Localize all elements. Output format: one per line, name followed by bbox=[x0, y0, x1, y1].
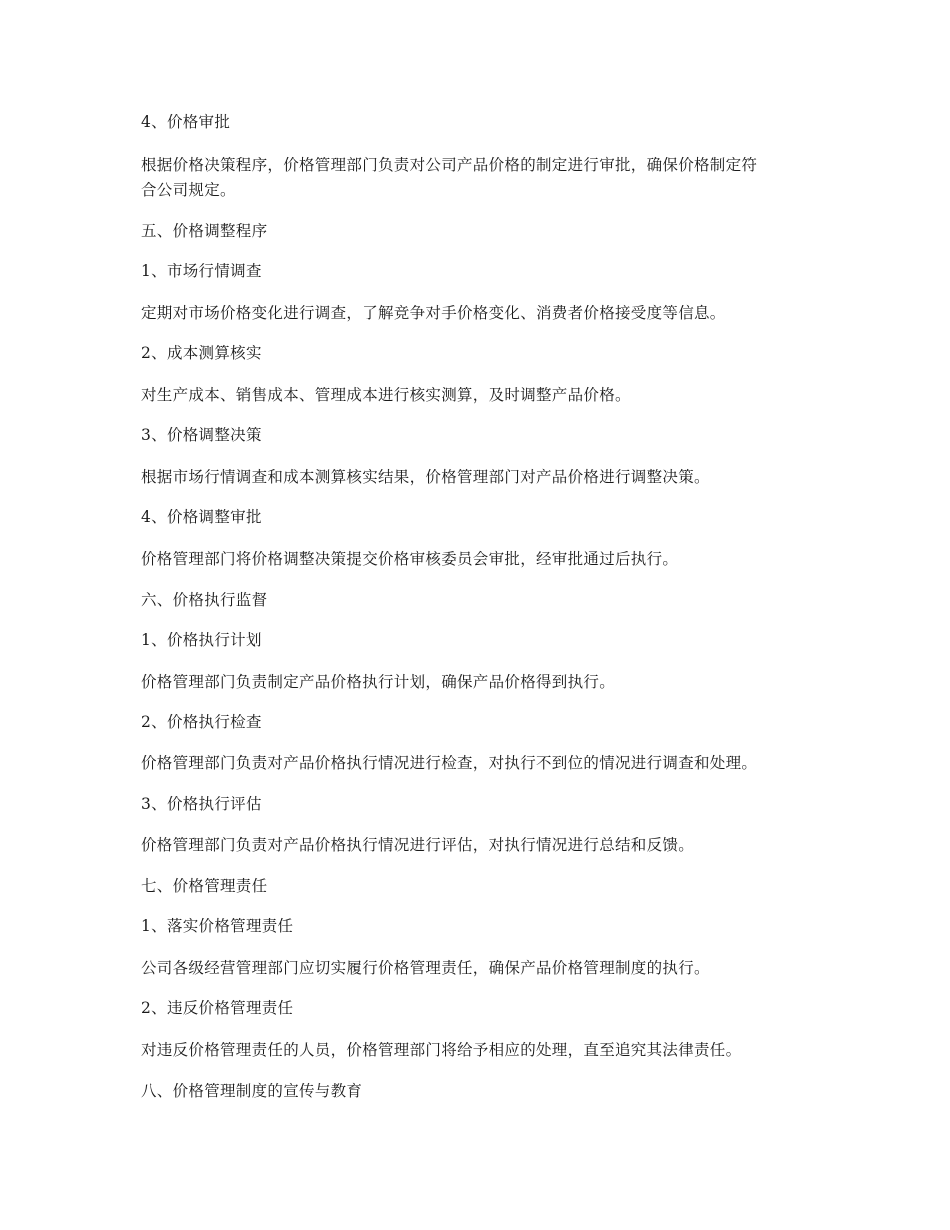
paragraph-price-approval-line-1: 根据价格决策程序，价格管理部门负责对公司产品价格的制定进行审批，确保价格制定符 bbox=[141, 156, 758, 174]
section-heading-violation-responsibility: 2、违反价格管理责任 bbox=[141, 999, 294, 1017]
section-heading-execution-check: 2、价格执行检查 bbox=[141, 713, 262, 731]
paragraph-execution-plan: 价格管理部门负责制定产品价格执行计划，确保产品价格得到执行。 bbox=[141, 673, 616, 691]
section-heading-implement-responsibility: 1、落实价格管理责任 bbox=[141, 917, 294, 935]
chapter-heading-price-adjustment: 五、价格调整程序 bbox=[141, 222, 268, 240]
chapter-heading-management-responsibility: 七、价格管理责任 bbox=[141, 877, 268, 895]
paragraph-adjustment-decision: 根据市场行情调查和成本测算核实结果，价格管理部门对产品价格进行调整决策。 bbox=[141, 468, 710, 486]
section-heading-adjustment-decision: 3、价格调整决策 bbox=[141, 426, 262, 444]
section-heading-execution-plan: 1、价格执行计划 bbox=[141, 631, 262, 649]
paragraph-adjustment-approval: 价格管理部门将价格调整决策提交价格审核委员会审批，经审批通过后执行。 bbox=[141, 550, 679, 568]
chapter-heading-execution-supervision: 六、价格执行监督 bbox=[141, 591, 268, 609]
section-heading-adjustment-approval: 4、价格调整审批 bbox=[141, 508, 262, 526]
paragraph-execution-evaluation: 价格管理部门负责对产品价格执行情况进行评估，对执行情况进行总结和反馈。 bbox=[141, 836, 695, 854]
paragraph-execution-check: 价格管理部门负责对产品价格执行情况进行检查，对执行不到位的情况进行调查和处理。 bbox=[141, 754, 758, 772]
paragraph-violation-responsibility: 对违反价格管理责任的人员，价格管理部门将给予相应的处理，直至追究其法律责任。 bbox=[141, 1041, 742, 1059]
section-heading-execution-evaluation: 3、价格执行评估 bbox=[141, 795, 262, 813]
section-heading-cost-verification: 2、成本测算核实 bbox=[141, 344, 262, 362]
paragraph-cost-verification: 对生产成本、销售成本、管理成本进行核实测算，及时调整产品价格。 bbox=[141, 386, 631, 404]
paragraph-market-survey: 定期对市场价格变化进行调查，了解竞争对手价格变化、消费者价格接受度等信息。 bbox=[141, 304, 726, 322]
chapter-heading-publicity-education: 八、价格管理制度的宣传与教育 bbox=[141, 1082, 363, 1100]
paragraph-price-approval-line-2: 合公司规定。 bbox=[141, 181, 236, 199]
paragraph-implement-responsibility: 公司各级经营管理部门应切实履行价格管理责任，确保产品价格管理制度的执行。 bbox=[141, 959, 710, 977]
section-heading-market-survey: 1、市场行情调查 bbox=[141, 262, 262, 280]
section-heading-price-approval: 4、价格审批 bbox=[141, 113, 231, 131]
